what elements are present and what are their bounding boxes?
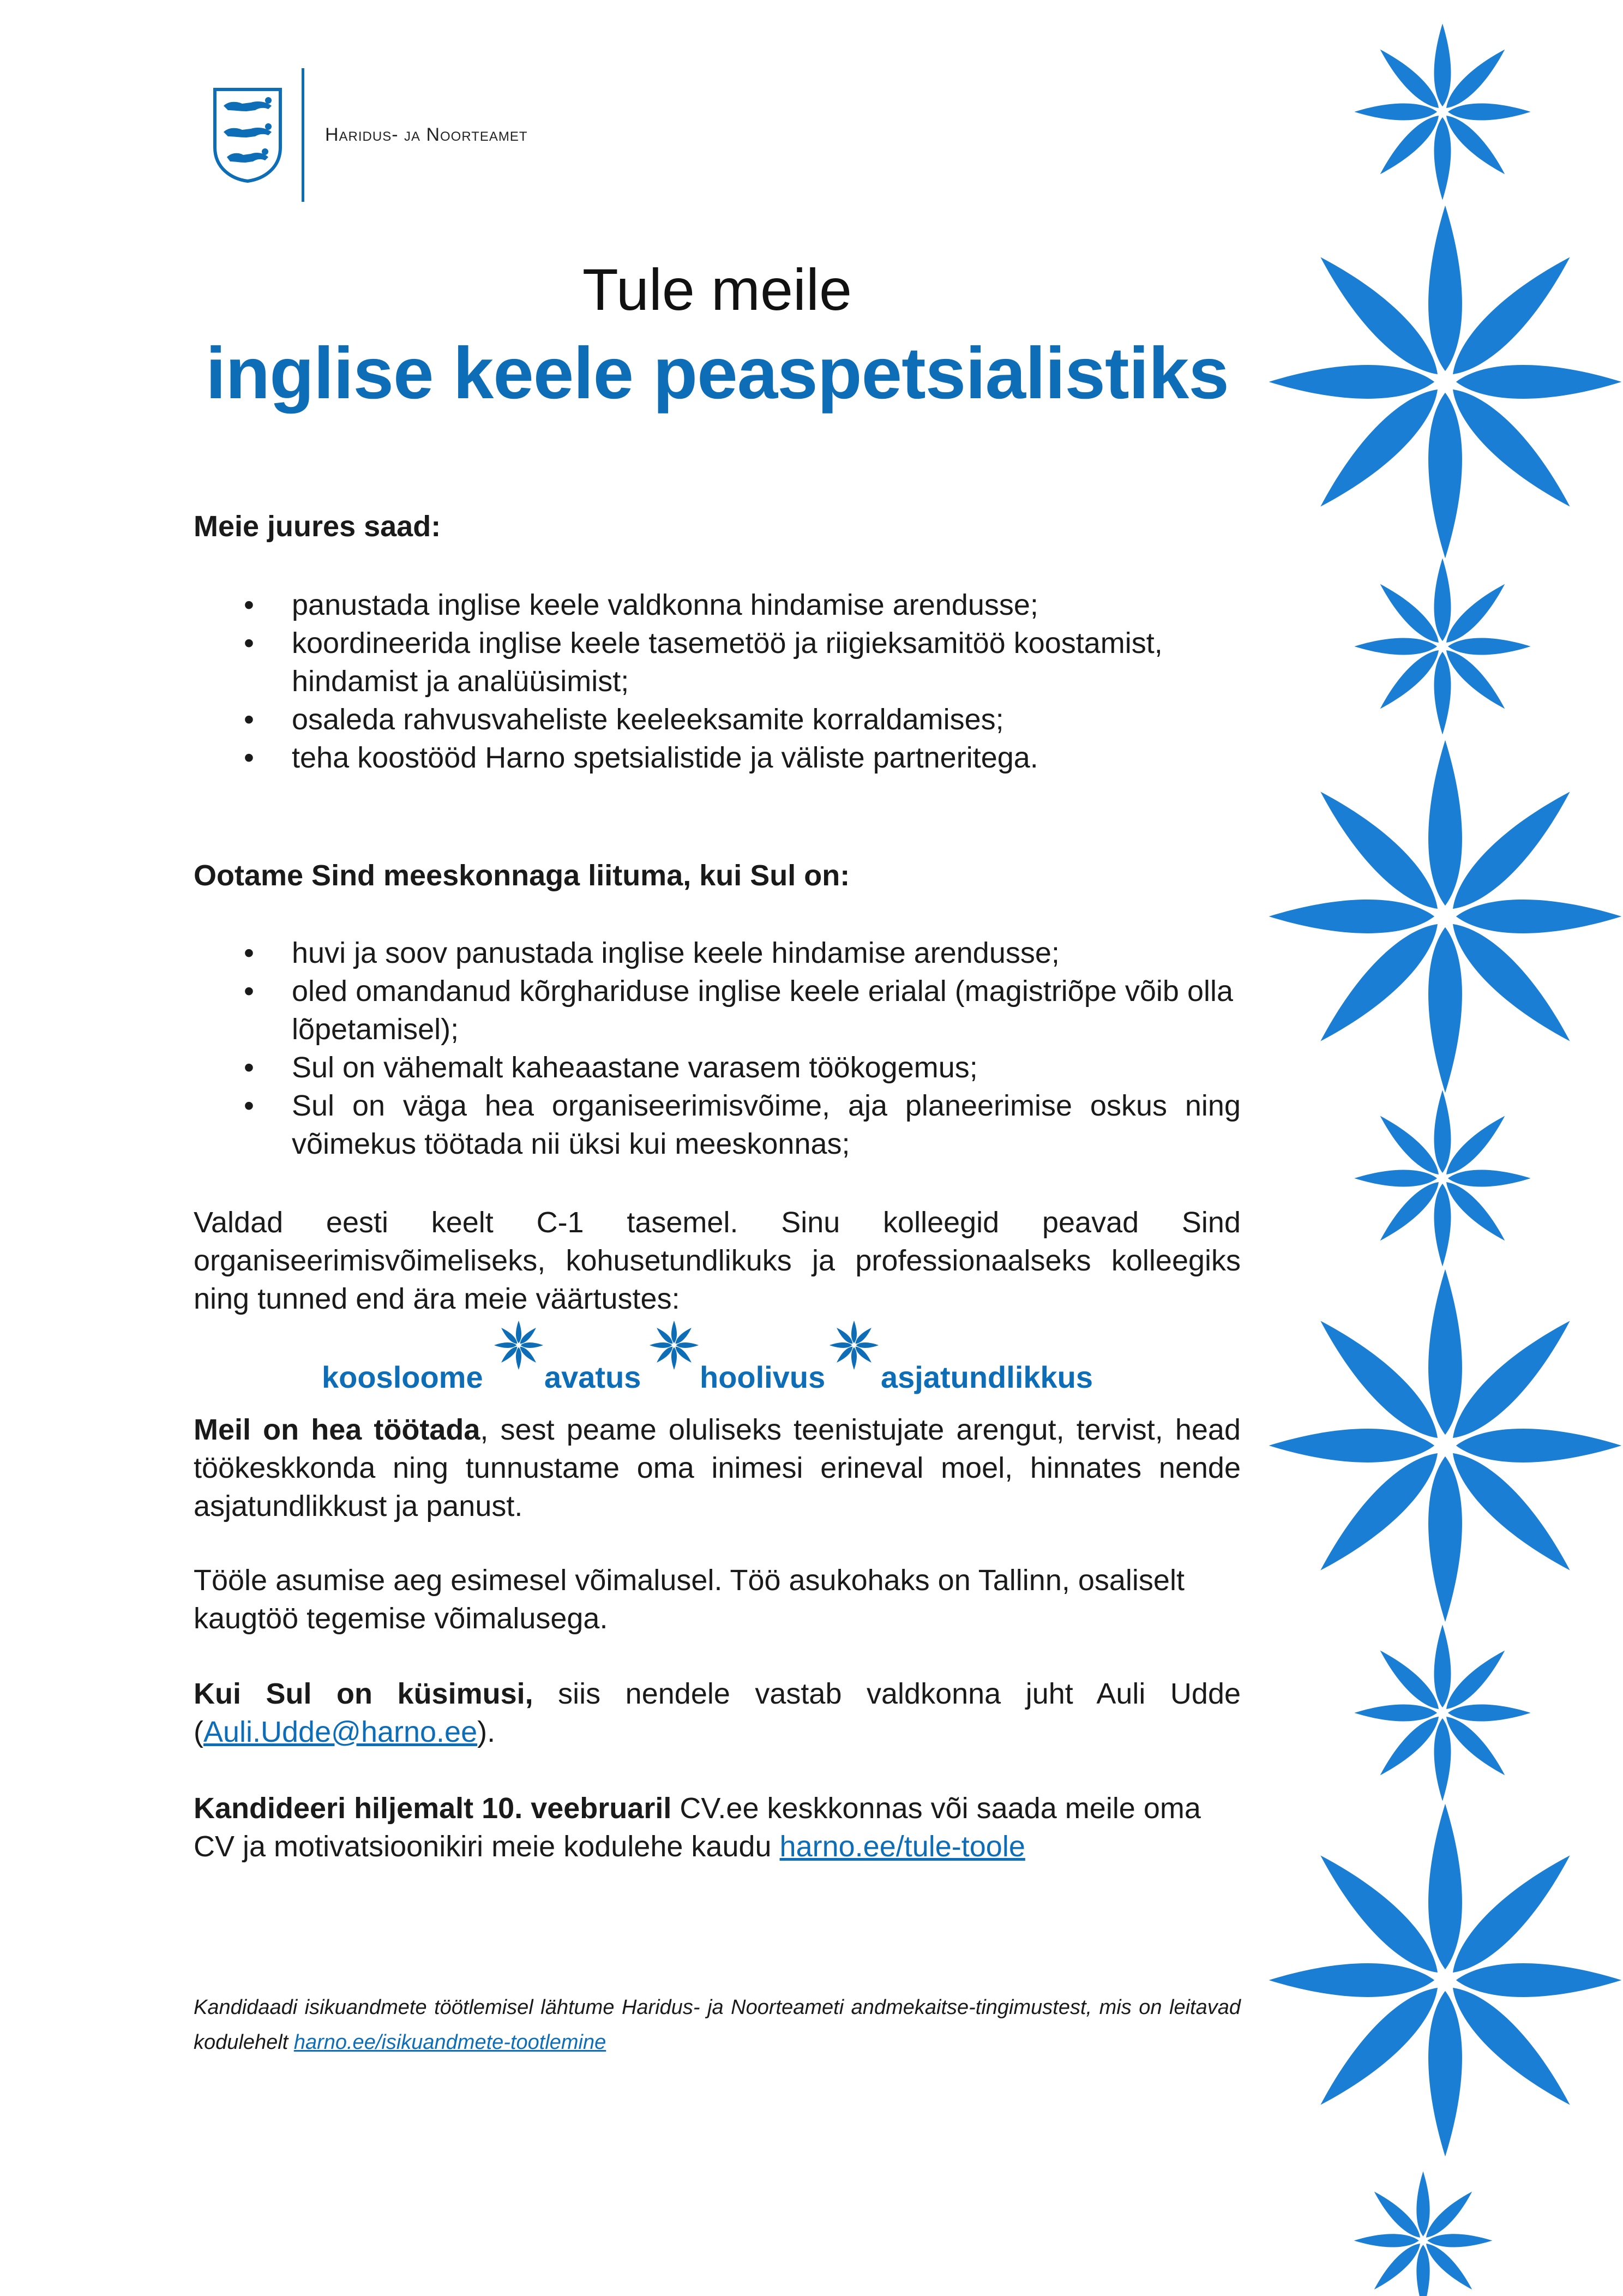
contact-email-link[interactable]: Auli.Udde@harno.ee (203, 1716, 478, 1748)
eight-point-star-icon (494, 1320, 544, 1370)
good-work-text: , sest peame oluliseks teenistujate arengut, tervist, head töökeskkonda ning tunnustame oma inimesi erineval moel, hinnates nende asjatundlikkust ja panust. (194, 1413, 1241, 1522)
org-name: Haridus- ja Noorteamet (325, 124, 528, 145)
title-intro: Tule meile (582, 256, 852, 322)
values-row (322, 1320, 1140, 1394)
value-avatus: avatus (544, 1360, 641, 1394)
start-paragraph: Tööle asumise aeg esimesel võimalusel. Töö asukohaks on Tallinn, osaliselt kaugtöö tegemise võimalusega. (194, 1564, 1185, 1635)
eight-point-star-icon (1352, 556, 1532, 736)
list-item: • osaleda rahvusvaheliste keeleeksamite korraldamises; (194, 700, 1241, 739)
value-koosloome: koosloome (322, 1360, 483, 1394)
list-item: • teha koostööd Harno spetsialistide ja väliste partneritega. (194, 739, 1241, 777)
apply-bold: Kandideeri hiljemalt 10. veebruaril (194, 1792, 672, 1825)
list-item: • Sul on väga hea organiseerimisvõime, aja planeerimise oskus ning võimekus töötada nii üksi kui meeskonnas; (194, 1087, 1241, 1163)
logo-divider (302, 68, 304, 202)
eight-point-star-icon (1352, 1088, 1532, 1268)
eight-point-star-icon (1352, 1623, 1532, 1803)
list-item: • oled omandanud kõrghariduse inglise keele erialal (magistriõpe võib olla lõpetamisel); (194, 972, 1241, 1048)
apply-link[interactable]: harno.ee/tule-toole (779, 1830, 1025, 1863)
eight-point-star-icon (829, 1320, 879, 1370)
questions-paragraph (194, 1675, 1241, 1751)
list-item: • huvi ja soov panustada inglise keele hindamise arendusse; (194, 934, 1241, 972)
good-work-bold: Meil on hea töötada (194, 1413, 480, 1446)
apply-paragraph (194, 1789, 1241, 1866)
questions-text: siis nendele vastab valdkonna juht Auli Udde ( (194, 1677, 1241, 1748)
eight-point-star-icon (1265, 1266, 1623, 1626)
list-item: • Sul on vähemalt kaheaastane varasem töökogemus; (194, 1048, 1241, 1087)
section-heading-benefits: Meie juures saad: (194, 510, 441, 543)
questions-bold: Kui Sul on küsimusi, (194, 1677, 533, 1710)
language-paragraph: Valdad eesti keelt C-1 tasemel. Sinu kolleegid peavad Sind organiseerimisvõimeliseks, kohusetundlikuks ja professionaalseks kolleegiks ning tunned end ära meie väärtustes: (194, 1206, 1241, 1315)
privacy-footnote (194, 1990, 1241, 2060)
estonian-coat-of-arms-icon (212, 87, 284, 183)
value-asjatundlikkus: asjatundlikkus (881, 1360, 1093, 1394)
eight-point-star-icon (649, 1320, 699, 1370)
eight-point-star-icon (1352, 2155, 1494, 2296)
footnote-text: Kandidaadi isikuandmete töötlemisel lähtume Haridus- ja Noorteameti andmekaitse-tingimustest, mis on leitavad kodulehelt (194, 1996, 1241, 2054)
list-item: • koordineerida inglise keele tasemetöö ja riigieksamitöö koostamist, hindamist ja analüüsimist; (194, 624, 1241, 700)
benefits-list (194, 586, 1241, 777)
job-title: inglise keele peaspetsialistiks (206, 333, 1229, 414)
requirements-list (194, 934, 1241, 1163)
eight-point-star-icon (1265, 1800, 1623, 2160)
section-heading-requirements: Ootame Sind meeskonnaga liituma, kui Sul on: (194, 859, 850, 892)
good-work-paragraph (194, 1411, 1241, 1525)
eight-point-star-icon (1265, 202, 1623, 562)
value-hoolivus: hoolivus (700, 1360, 826, 1394)
questions-end: ). (477, 1716, 496, 1748)
list-item: • panustada inglise keele valdkonna hindamise arendusse; (194, 586, 1241, 624)
eight-point-star-icon (1352, 22, 1532, 202)
privacy-link[interactable]: harno.ee/isikuandmete-tootlemine (293, 2031, 606, 2054)
apply-text: CV.ee keskkonnas või saada meile oma CV ja motivatsioonikiri meie kodulehe kaudu (194, 1792, 1201, 1863)
eight-point-star-icon (1265, 736, 1623, 1096)
